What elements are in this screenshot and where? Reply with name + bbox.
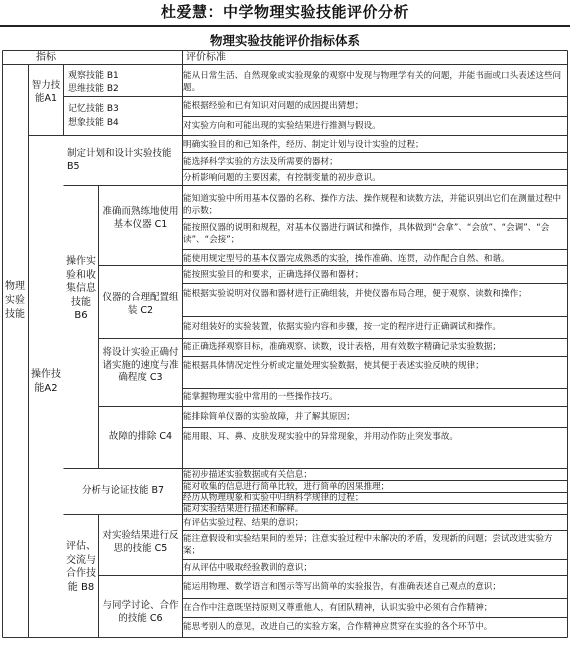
c3-label: 将设计实验正确付诸实施的速度与准确程度 C3 (102, 347, 179, 383)
c6-criterion-1: 能运用物理、数学语言和图示等写出简单的实验报告，有准确表述自己观点的意识； (183, 582, 501, 592)
c5-criterion-1: 有评估实验过程、结果的意识； (183, 518, 304, 528)
a1-criterion-2: 能根据经验和已有知识对问题的成因提出猜想； (183, 101, 364, 111)
c4-criterion-1: 能排除简单仪器的实验故障，并了解其原因； (183, 412, 355, 422)
c5-criterion-3: 有从评估中吸取经验教训的意识； (183, 563, 312, 573)
b2-label: 思维技能 B2 (68, 84, 119, 94)
b5-criterion-2: 能选择科学实验的方法及所需要的器材； (183, 157, 338, 167)
c6-criterion-3: 能思考别人的意见，改进自己的实验方案，合作精神应贯穿在实验的各个环节中。 (183, 622, 493, 632)
c2-criterion-1: 能按照实验目的和要求，正确选择仪器和器材； (183, 270, 364, 280)
b7-label: 分析与论证技能 B7 (81, 485, 165, 496)
c2-criterion-3: 能对组装好的实验装置，依据实验内容和步骤，按一定的程序进行正确调试和操作。 (183, 322, 501, 332)
b7-criterion-2: 能对收集的信息进行简单比较，进行简单的因果推理； (183, 482, 390, 492)
b5-criterion-3: 分析影响问题的主要因素，有控制变量的初步意识。 (183, 173, 381, 183)
c3-criterion-1: 能正确选择观察目标，准确观察、读数，设计表格，用有效数字精确记录实验数据； (183, 342, 501, 352)
a2-label: 操作技能A2 (31, 369, 61, 394)
c1-criterion-1: 能知道实验中所用基本仪器的名称、操作方法、操作规程和读数方法，并能识别出它们在测量过程中的示数； (183, 194, 562, 216)
c4-label: 故障的排除 C4 (108, 431, 173, 442)
a1-criterion-1: 能从日常生活、自然现象或实验现象的观察中发现与物理学有关的问题，并能书面或口头表述这些问题。 (183, 71, 562, 93)
a1-label: 智力技能A1 (31, 80, 61, 104)
c6-label: 与同学讨论、合作的技能 C6 (102, 600, 179, 624)
c5-label: 对实验结果进行反思的技能 C5 (102, 530, 179, 554)
b8-label: 评估、交流与合作技能 B8 (66, 541, 96, 593)
b4-label: 想象技能 B4 (68, 118, 119, 128)
a1-criterion-3: 对实验方向和可能出现的实验结果进行推测与假设。 (183, 121, 381, 131)
b7-criterion-3: 经历从物理现象和实验中归纳科学规律的过程； (183, 493, 364, 503)
column-header-indicator: 指标 (36, 52, 56, 63)
c1-criterion-3: 能使用规定型号的基本仪器完成熟悉的实验，操作准确、连贯，动作配合自然、和谐。 (183, 254, 510, 264)
level1-label: 物理实验技能 (5, 281, 25, 320)
c4-criterion-2: 能用眼、耳、鼻、皮肤发现实验中的异常现象，并用动作防止突发事故。 (183, 432, 459, 442)
c2-label: 仪器的合理配置组装 C2 (102, 292, 179, 316)
c1-criterion-2: 能按照仪器的说明和规程，对基本仪器进行调试和操作，具体做到“会拿”、“会放”、“会调”、“会读”、“会接”； (183, 223, 550, 245)
article-header-title: 杜爱慧：中学物理实验技能评价分析 (160, 3, 409, 21)
b5-criterion-1: 明确实验目的和已知条件，经历、制定计划与设计实验的过程； (183, 140, 424, 150)
c3-criterion-2: 能根据具体情况定性分析或定量处理实验数据，使其便于表述实验反映的规律； (183, 361, 484, 371)
c3-criterion-3: 能掌握物理实验中常用的一些操作技巧。 (183, 392, 338, 402)
b1-label: 观察技能 B1 (68, 71, 119, 81)
b6-label: 操作实验和收集信息技能 B6 (66, 256, 96, 321)
c5-criterion-2: 能注意假设和实验结果间的差异；注意实验过程中未解决的矛盾，发现新的问题；尝试改进实验方案； (183, 534, 553, 556)
c1-label: 准确而熟练地使用基本仪器 C1 (102, 206, 179, 230)
b3-label: 记忆技能 B3 (68, 104, 119, 114)
column-header-standard: 评价标准 (186, 52, 226, 63)
b7-criterion-1: 能初步描述实验数据或有关信息； (183, 470, 312, 480)
table-title: 物理实验技能评价指标体系 (209, 33, 360, 48)
b5-label: 制定计划和设计实验技能 B5 (67, 148, 172, 172)
c6-criterion-2: 在合作中注意既坚持原则又尊重他人，有团队精神，认识实验中必须有合作精神； (183, 603, 493, 613)
b7-criterion-4: 能对实验结果进行描述和解释。 (183, 504, 304, 514)
c2-criterion-2: 能根据实验说明对仪器和器材进行正确组装，并使仪器布局合理，便于观察、读数和操作； (183, 289, 527, 299)
